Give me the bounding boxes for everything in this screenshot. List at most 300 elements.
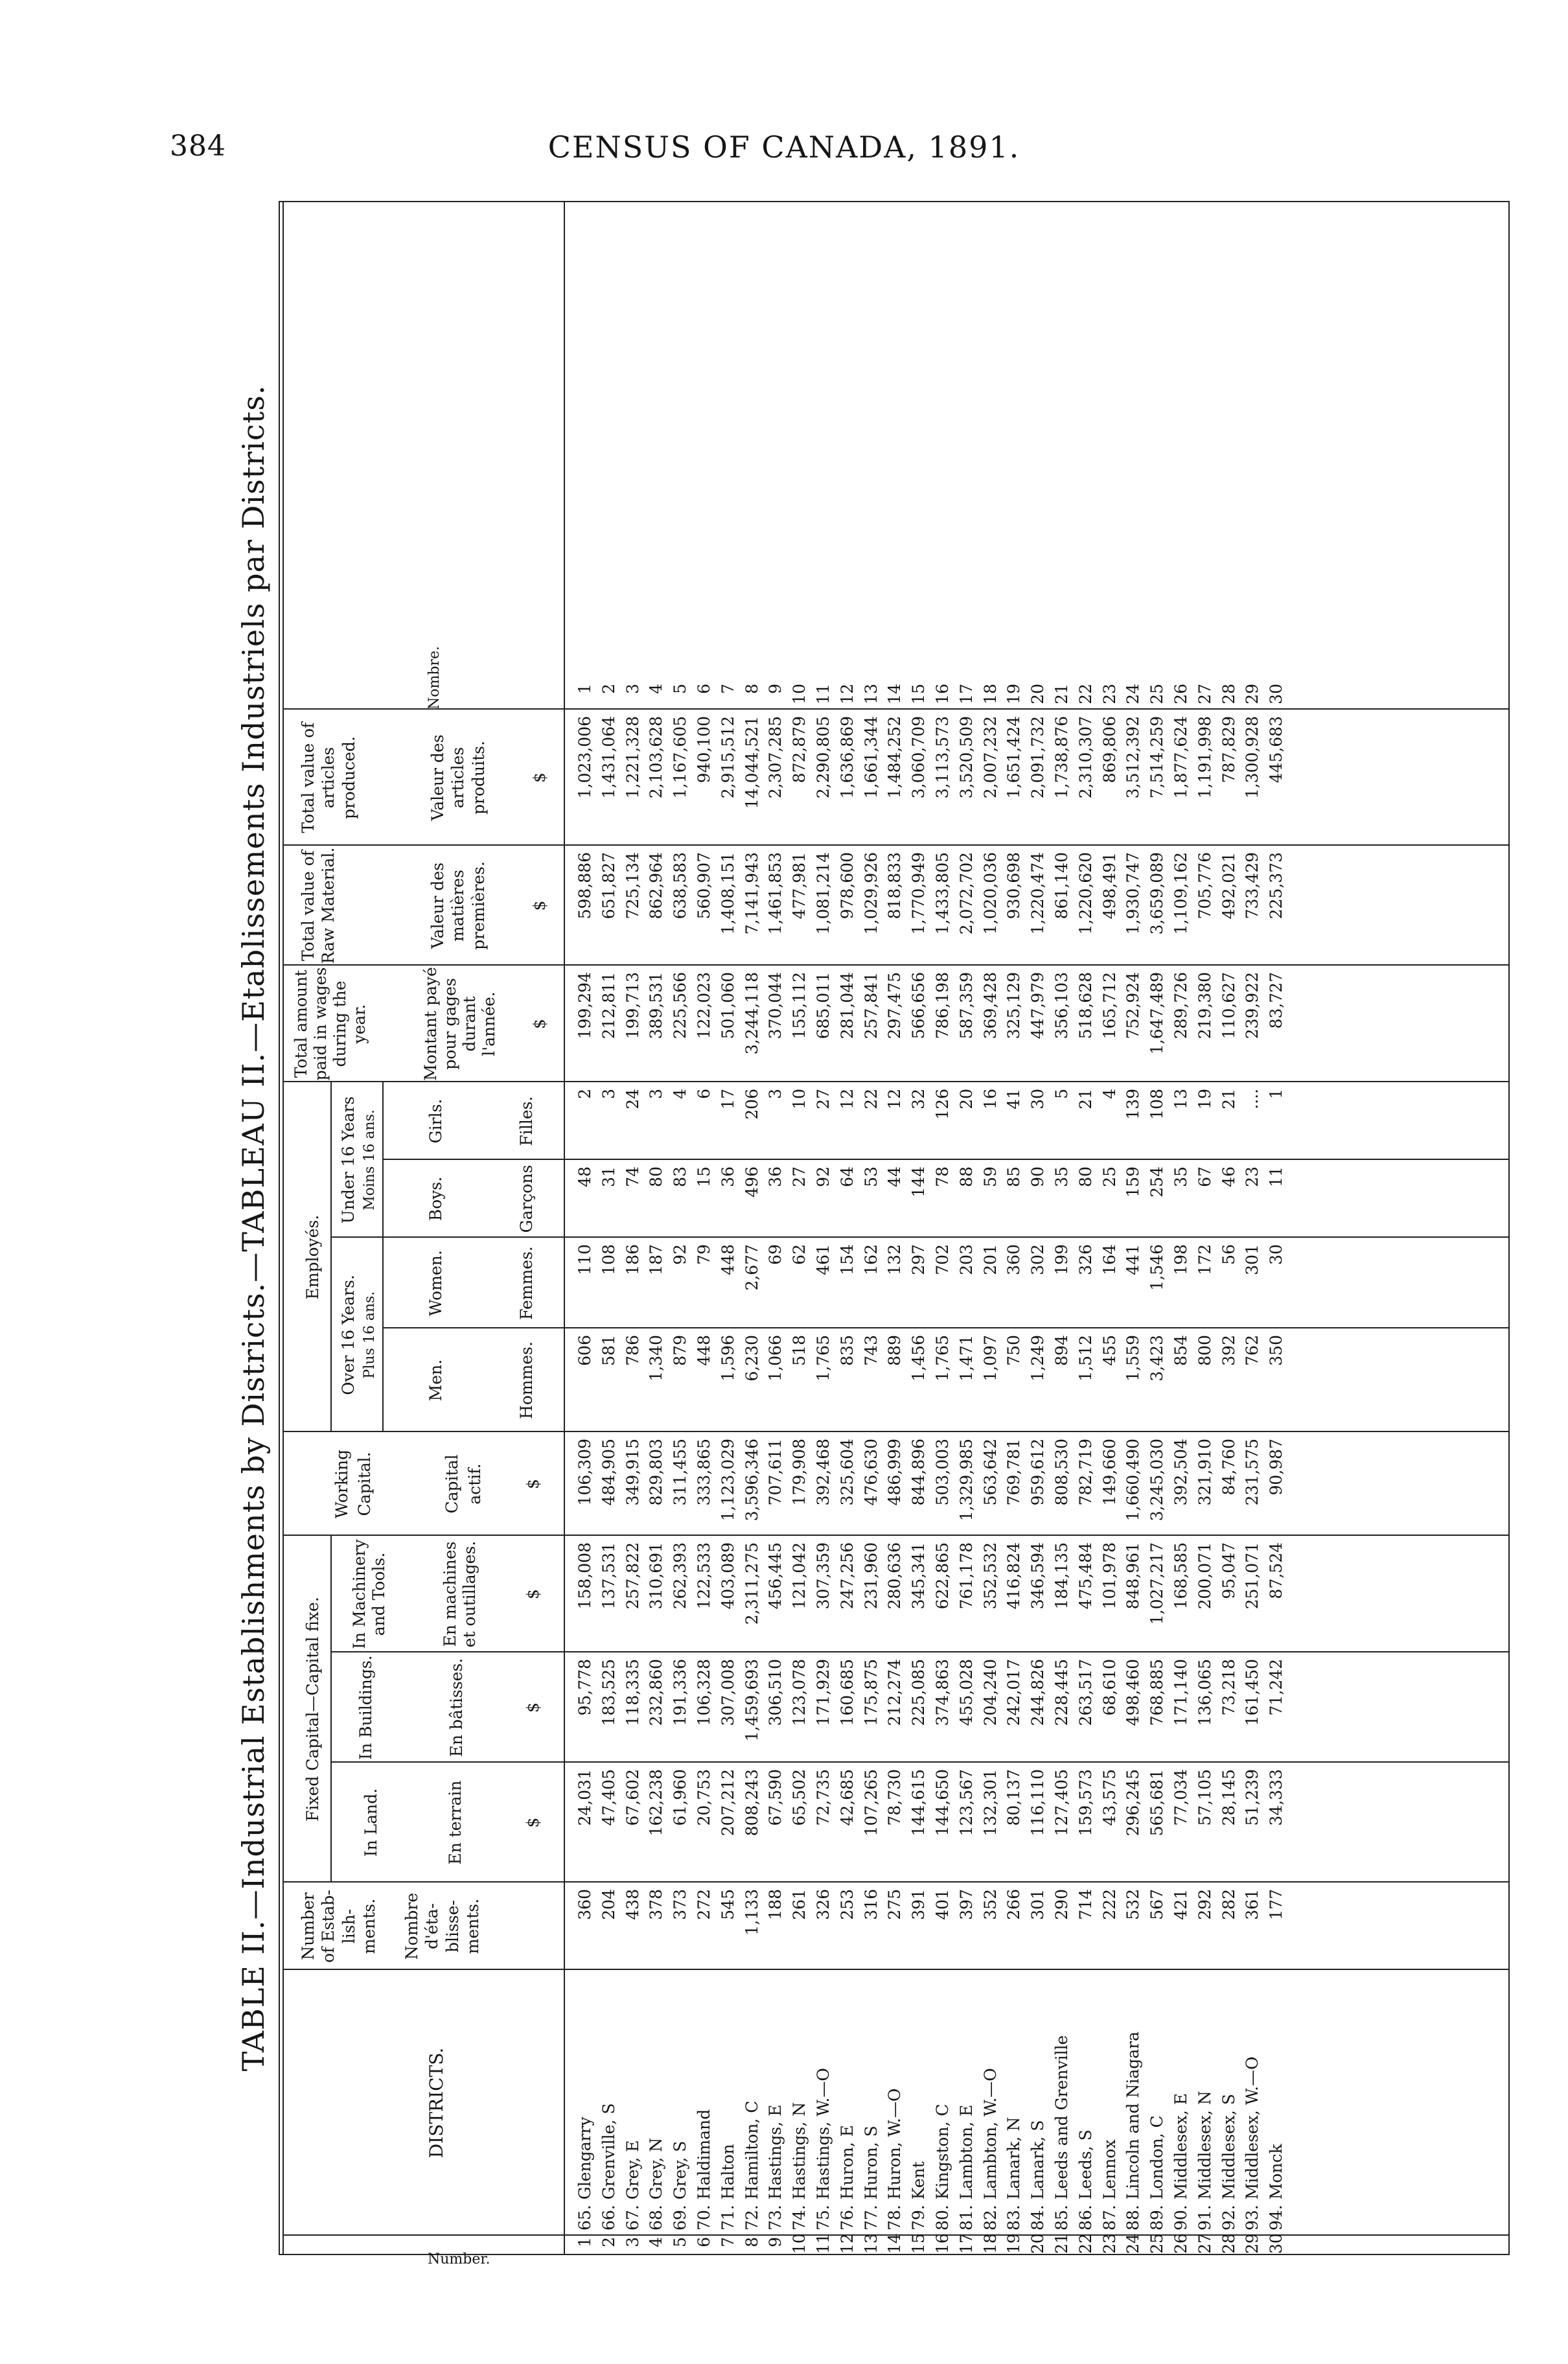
table-cell-buildings: 175,875 bbox=[861, 1659, 881, 1726]
table-cell-machinery: 87,524 bbox=[1267, 1542, 1286, 1599]
table-cell-wages: 786,198 bbox=[932, 972, 952, 1039]
table-cell-district: 91. Middlesex, N bbox=[1195, 2091, 1214, 2231]
table-cell-n: 17 bbox=[956, 2233, 976, 2254]
table-cell-land: 78,730 bbox=[885, 1769, 905, 1826]
table-cell-n: 22 bbox=[1076, 684, 1095, 704]
table-cell-working: 1,123,029 bbox=[718, 1439, 737, 1522]
table-cell-estab: 401 bbox=[932, 1889, 952, 1920]
table-cell-raw: 498,491 bbox=[1100, 852, 1119, 920]
table-cell-buildings: 455,028 bbox=[956, 1659, 976, 1726]
table-cell-district: 80. Kingston, C bbox=[932, 2103, 952, 2231]
table-cell-boys: 36 bbox=[718, 1166, 737, 1187]
table-cell-machinery: 307,359 bbox=[813, 1542, 833, 1610]
table-cell-buildings: 73,218 bbox=[1219, 1659, 1238, 1716]
table-cell-working: 179,908 bbox=[790, 1439, 809, 1506]
table-cell-machinery: 1,027,217 bbox=[1147, 1542, 1167, 1625]
table-cell-district: 82. Lambton, W.—O bbox=[980, 2068, 1000, 2231]
table-cell-district: 73. Hastings, E bbox=[766, 2104, 785, 2231]
table-cell-wages: 3,244,118 bbox=[742, 972, 761, 1055]
table-cell-machinery: 200,071 bbox=[1195, 1542, 1214, 1610]
table-cell-district: 89. London, C bbox=[1147, 2115, 1167, 2231]
table-cell-wages: 83,727 bbox=[1267, 972, 1286, 1029]
table-cell-produced: 1,484,252 bbox=[885, 716, 905, 799]
table-cell-estab: 316 bbox=[861, 1889, 881, 1920]
table-cell-n: 30 bbox=[1267, 684, 1286, 704]
table-cell-boys: 254 bbox=[1147, 1166, 1167, 1198]
table-cell-wages: 356,103 bbox=[1052, 972, 1071, 1039]
table-cell-produced: 1,661,344 bbox=[861, 716, 881, 799]
table-cell-land: 72,735 bbox=[813, 1769, 833, 1826]
table-cell-working: 707,611 bbox=[766, 1439, 785, 1506]
table-cell-boys: 46 bbox=[1219, 1166, 1238, 1187]
table-cell-raw: 862,964 bbox=[647, 852, 666, 920]
table-cell-n: 26 bbox=[1171, 2233, 1190, 2254]
table-cell-women: 164 bbox=[1100, 1244, 1119, 1275]
table-cell-men: 1,097 bbox=[980, 1335, 1000, 1382]
table-cell-women: 69 bbox=[766, 1244, 785, 1265]
table-cell-boys: 90 bbox=[1028, 1166, 1048, 1187]
nombre-header: Nombre. bbox=[426, 646, 443, 710]
table-cell-buildings: 242,017 bbox=[1004, 1659, 1024, 1726]
table-cell-land: 67,590 bbox=[766, 1769, 785, 1826]
table-cell-men: 1,765 bbox=[813, 1335, 833, 1382]
table-cell-n: 26 bbox=[1171, 684, 1190, 704]
table-cell-land: 565,681 bbox=[1147, 1769, 1167, 1837]
table-cell-land: 808,243 bbox=[742, 1769, 761, 1837]
boys-column bbox=[573, 1166, 1289, 1238]
table-cell-land: 207,212 bbox=[718, 1769, 737, 1837]
table-cell-buildings: 212,274 bbox=[885, 1659, 905, 1726]
table-cell-working: 844,896 bbox=[909, 1439, 928, 1506]
table-cell-n: 29 bbox=[1243, 684, 1262, 704]
table-cell-estab: 253 bbox=[837, 1889, 857, 1920]
table-cell-n: 16 bbox=[932, 684, 952, 704]
table-cell-men: 1,559 bbox=[1124, 1335, 1143, 1382]
table-cell-machinery: 456,445 bbox=[766, 1542, 785, 1610]
table-cell-machinery: 257,822 bbox=[623, 1542, 642, 1610]
table-cell-estab: 714 bbox=[1076, 1889, 1095, 1920]
table-cell-wages: 257,841 bbox=[861, 972, 881, 1039]
table-cell-produced: 3,520,509 bbox=[956, 716, 976, 799]
table-cell-women: 702 bbox=[932, 1244, 952, 1275]
table-cell-estab: 261 bbox=[790, 1889, 809, 1920]
table-cell-boys: 59 bbox=[980, 1166, 1000, 1187]
table-cell-boys: 27 bbox=[790, 1166, 809, 1187]
table-cell-girls: 10 bbox=[790, 1089, 809, 1109]
table-cell-women: 132 bbox=[885, 1244, 905, 1275]
table-cell-produced: 869,806 bbox=[1100, 716, 1119, 783]
table-cell-buildings: 106,328 bbox=[694, 1659, 713, 1726]
table-cell-district: 71. Halton bbox=[718, 2144, 737, 2231]
table-cell-estab: 352 bbox=[980, 1889, 1000, 1920]
table-cell-women: 198 bbox=[1171, 1244, 1190, 1275]
table-cell-estab: 397 bbox=[956, 1889, 976, 1920]
working-column bbox=[573, 1439, 1289, 1536]
table-cell-district: 72. Hamilton, C bbox=[742, 2100, 761, 2231]
table-cell-girls: 24 bbox=[623, 1089, 642, 1109]
table-cell-women: 172 bbox=[1195, 1244, 1214, 1275]
table-cell-produced: 3,060,709 bbox=[909, 716, 928, 799]
table-cell-n: 20 bbox=[1028, 684, 1048, 704]
table-cell-men: 518 bbox=[790, 1335, 809, 1366]
table-cell-raw: 1,220,620 bbox=[1076, 852, 1095, 935]
raw-header: Total value of Raw Material. bbox=[299, 847, 338, 964]
table-cell-men: 743 bbox=[861, 1335, 881, 1366]
table-cell-produced: 1,636,869 bbox=[837, 716, 857, 799]
table-cell-buildings: 171,140 bbox=[1171, 1659, 1190, 1726]
table-cell-buildings: 374,863 bbox=[932, 1659, 952, 1726]
dollar: $ bbox=[524, 1702, 542, 1713]
table-cell-estab: 378 bbox=[647, 1889, 666, 1920]
table-cell-machinery: 310,691 bbox=[647, 1542, 666, 1610]
table-cell-boys: 80 bbox=[647, 1166, 666, 1187]
table-cell-boys: 53 bbox=[861, 1166, 881, 1187]
girls-header-fr: Filles. bbox=[517, 1096, 536, 1146]
table-cell-wages: 587,359 bbox=[956, 972, 976, 1039]
page-number: 384 bbox=[170, 130, 226, 163]
table-cell-working: 321,910 bbox=[1195, 1439, 1214, 1506]
table-cell-n: 27 bbox=[1195, 684, 1214, 704]
running-title: CENSUS OF CANADA, 1891. bbox=[548, 130, 1020, 165]
table-cell-working: 1,329,985 bbox=[956, 1439, 976, 1522]
table-cell-working: 333,865 bbox=[694, 1439, 713, 1506]
table-cell-estab: 438 bbox=[623, 1889, 642, 1920]
table-cell-girls: 16 bbox=[980, 1089, 1000, 1109]
table-cell-working: 476,630 bbox=[861, 1439, 881, 1506]
table-cell-boys: 83 bbox=[671, 1166, 690, 1187]
table-cell-girls: 126 bbox=[932, 1089, 952, 1120]
land-column bbox=[573, 1769, 1289, 1883]
table-cell-working: 563,642 bbox=[980, 1439, 1000, 1506]
table-cell-produced: 940,100 bbox=[694, 716, 713, 783]
table-cell-district: 84. Lanark, S bbox=[1028, 2120, 1048, 2231]
table-cell-district: 74. Hastings, N bbox=[790, 2102, 809, 2231]
table-cell-girls: 3 bbox=[599, 1089, 618, 1099]
table-cell-n: 7 bbox=[718, 684, 737, 694]
table-cell-land: 123,567 bbox=[956, 1769, 976, 1837]
table-cell-estab: 545 bbox=[718, 1889, 737, 1920]
districts-header: DISTRICTS. bbox=[426, 2047, 447, 2159]
table-cell-raw: 651,827 bbox=[599, 852, 618, 920]
table-cell-estab: 275 bbox=[885, 1889, 905, 1920]
table-cell-girls: 3 bbox=[647, 1089, 666, 1099]
table-cell-buildings: 263,517 bbox=[1076, 1659, 1095, 1726]
table-cell-working: 808,530 bbox=[1052, 1439, 1071, 1506]
table-cell-buildings: 232,860 bbox=[647, 1659, 666, 1726]
table-cell-n: 1 bbox=[575, 2237, 594, 2247]
table-cell-wages: 389,531 bbox=[647, 972, 666, 1039]
table-cell-working: 959,612 bbox=[1028, 1439, 1048, 1506]
table-cell-men: 889 bbox=[885, 1335, 905, 1366]
table-cell-produced: 787,829 bbox=[1219, 716, 1238, 783]
table-cell-working: 231,575 bbox=[1243, 1439, 1262, 1506]
table-cell-produced: 2,007,232 bbox=[980, 716, 1000, 799]
table-cell-raw: 733,429 bbox=[1243, 852, 1262, 920]
table-cell-boys: 31 bbox=[599, 1166, 618, 1187]
table-cell-estab: 532 bbox=[1124, 1889, 1143, 1920]
table-cell-girls: 32 bbox=[909, 1089, 928, 1109]
table-cell-machinery: 231,960 bbox=[861, 1542, 881, 1610]
table-cell-district: 65. Glengarry bbox=[575, 2116, 594, 2231]
row-number-right-column bbox=[573, 684, 1289, 710]
table-cell-working: 106,309 bbox=[575, 1439, 594, 1506]
table-cell-n: 13 bbox=[861, 684, 881, 704]
table-cell-girls: 4 bbox=[671, 1089, 690, 1099]
table-cell-n: 11 bbox=[813, 2233, 833, 2254]
table-cell-n: 22 bbox=[1076, 2233, 1095, 2254]
table-cell-men: 448 bbox=[694, 1335, 713, 1366]
table-cell-land: 80,137 bbox=[1004, 1769, 1024, 1826]
table-cell-n: 14 bbox=[885, 684, 905, 704]
table-cell-buildings: 136,065 bbox=[1195, 1659, 1214, 1726]
table-cell-boys: 35 bbox=[1171, 1166, 1190, 1187]
table-cell-n: 5 bbox=[671, 684, 690, 694]
table-cell-machinery: 184,135 bbox=[1052, 1542, 1071, 1610]
wages-header-fr: Montant payé pour gages durant l'année. bbox=[421, 967, 498, 1081]
table-cell-wages: 219,380 bbox=[1195, 972, 1214, 1039]
women-column bbox=[573, 1244, 1289, 1328]
table-cell-working: 503,003 bbox=[932, 1439, 952, 1506]
table-cell-produced: 2,915,512 bbox=[718, 716, 737, 799]
table-cell-working: 392,504 bbox=[1171, 1439, 1190, 1506]
under16-header-fr: Moins 16 ans. bbox=[362, 1109, 378, 1211]
table-cell-raw: 705,776 bbox=[1195, 852, 1214, 920]
table-cell-district: 94. Monck bbox=[1267, 2144, 1286, 2231]
table-cell-men: 800 bbox=[1195, 1335, 1214, 1366]
table-cell-n: 13 bbox=[861, 2233, 881, 2254]
table-cell-machinery: 761,178 bbox=[956, 1542, 976, 1610]
table-cell-machinery: 158,008 bbox=[575, 1542, 594, 1610]
table-cell-produced: 2,290,805 bbox=[813, 716, 833, 799]
table-cell-men: 762 bbox=[1243, 1335, 1262, 1366]
table-cell-men: 3,423 bbox=[1147, 1335, 1167, 1382]
women-header-fr: Femmes. bbox=[517, 1246, 536, 1320]
table-cell-buildings: 191,336 bbox=[671, 1659, 690, 1726]
table-cell-land: 162,238 bbox=[647, 1769, 666, 1837]
table-cell-wages: 281,044 bbox=[837, 972, 857, 1039]
table-cell-produced: 1,877,624 bbox=[1171, 716, 1190, 799]
table-cell-estab: 567 bbox=[1147, 1889, 1167, 1920]
table-cell-girls: 41 bbox=[1004, 1089, 1024, 1109]
table-cell-women: 110 bbox=[575, 1244, 594, 1275]
table-cell-n: 23 bbox=[1100, 2233, 1119, 2254]
table-cell-girls: 17 bbox=[718, 1089, 737, 1109]
wages-header: Total amount paid in wages during the year. bbox=[292, 967, 369, 1081]
table-cell-land: 144,615 bbox=[909, 1769, 928, 1837]
table-cell-boys: 496 bbox=[742, 1166, 761, 1198]
table-cell-girls: 19 bbox=[1195, 1089, 1214, 1109]
land-header: In Land. bbox=[362, 1788, 380, 1857]
table-cell-machinery: 848,961 bbox=[1124, 1542, 1143, 1610]
table-cell-boys: 64 bbox=[837, 1166, 857, 1187]
table-cell-boys: 11 bbox=[1267, 1166, 1286, 1187]
table-cell-n: 10 bbox=[790, 2233, 809, 2254]
table-cell-estab: 272 bbox=[694, 1889, 713, 1920]
table-cell-working: 149,660 bbox=[1100, 1439, 1119, 1506]
table-cell-district: 76. Huron, E bbox=[837, 2125, 857, 2231]
table-cell-women: 162 bbox=[861, 1244, 881, 1275]
table-cell-raw: 1,433,805 bbox=[932, 852, 952, 935]
table-cell-n: 15 bbox=[909, 2233, 928, 2254]
table-cell-produced: 2,310,307 bbox=[1076, 716, 1095, 799]
table-cell-girls: 6 bbox=[694, 1089, 713, 1099]
table-cell-women: 2,677 bbox=[742, 1244, 761, 1291]
table-cell-raw: 7,141,943 bbox=[742, 852, 761, 935]
table-cell-machinery: 262,393 bbox=[671, 1542, 690, 1610]
table-cell-men: 581 bbox=[599, 1335, 618, 1366]
table-cell-wages: 122,023 bbox=[694, 972, 713, 1039]
table-cell-men: 392 bbox=[1219, 1335, 1238, 1366]
table-cell-n: 8 bbox=[742, 2237, 761, 2247]
table-cell-raw: 3,659,089 bbox=[1147, 852, 1167, 935]
table-cell-boys: 44 bbox=[885, 1166, 905, 1187]
table-cell-buildings: 71,242 bbox=[1267, 1659, 1286, 1716]
estab-column bbox=[573, 1889, 1289, 1970]
table-cell-working: 84,760 bbox=[1219, 1439, 1238, 1496]
under16-header: Under 16 Years bbox=[339, 1096, 358, 1224]
table-cell-girls: 4 bbox=[1100, 1089, 1119, 1099]
table-cell-land: 132,301 bbox=[980, 1769, 1000, 1837]
table-cell-girls: 13 bbox=[1171, 1089, 1190, 1109]
table-cell-girls: 3 bbox=[766, 1089, 785, 1099]
district-column bbox=[573, 1971, 1289, 2231]
table-cell-produced: 872,879 bbox=[790, 716, 809, 783]
table-cell-raw: 978,600 bbox=[837, 852, 857, 920]
table-cell-land: 51,239 bbox=[1243, 1769, 1262, 1826]
table-cell-raw: 225,373 bbox=[1267, 852, 1286, 920]
table-cell-men: 854 bbox=[1171, 1335, 1190, 1366]
table-cell-raw: 930,698 bbox=[1004, 852, 1024, 920]
table-cell-working: 769,781 bbox=[1004, 1439, 1024, 1506]
table-cell-wages: 297,475 bbox=[885, 972, 905, 1039]
table-cell-produced: 1,221,328 bbox=[623, 716, 642, 799]
machinery-column bbox=[573, 1542, 1289, 1652]
table-cell-wages: 1,647,489 bbox=[1147, 972, 1167, 1055]
table-cell-machinery: 622,865 bbox=[932, 1542, 952, 1610]
table-cell-raw: 1,461,853 bbox=[766, 852, 785, 935]
raw-header-fr: Valeur des matières premières. bbox=[428, 861, 488, 950]
table-cell-land: 42,685 bbox=[837, 1769, 857, 1826]
table-cell-buildings: 171,929 bbox=[813, 1659, 833, 1726]
table-cell-women: 187 bbox=[647, 1244, 666, 1275]
employes-header: Employés. bbox=[303, 1214, 322, 1300]
table-cell-n: 3 bbox=[623, 2237, 642, 2247]
table-cell-women: 1,546 bbox=[1147, 1244, 1167, 1291]
table-cell-wages: 566,656 bbox=[909, 972, 928, 1039]
table-cell-n: 29 bbox=[1243, 2233, 1262, 2254]
men-column bbox=[573, 1335, 1289, 1432]
table-cell-produced: 1,191,998 bbox=[1195, 716, 1214, 799]
table-cell-estab: 361 bbox=[1243, 1889, 1262, 1920]
working-header: Working Capital. bbox=[332, 1449, 374, 1519]
dollar: $ bbox=[524, 1589, 542, 1599]
table-cell-n: 2 bbox=[599, 684, 618, 694]
table-cell-wages: 199,294 bbox=[575, 972, 594, 1039]
table-cell-estab: 373 bbox=[671, 1889, 690, 1920]
table-cell-raw: 1,220,474 bbox=[1028, 852, 1048, 935]
table-cell-produced: 7,514,259 bbox=[1147, 716, 1167, 799]
rule bbox=[564, 201, 565, 2255]
table-cell-raw: 560,907 bbox=[694, 852, 713, 920]
table-cell-buildings: 306,510 bbox=[766, 1659, 785, 1726]
table-cell-men: 1,340 bbox=[647, 1335, 666, 1382]
table-cell-girls: 20 bbox=[956, 1089, 976, 1109]
table-cell-machinery: 95,047 bbox=[1219, 1542, 1238, 1599]
table-cell-n: 12 bbox=[837, 2233, 857, 2254]
row-number-column bbox=[573, 2233, 1289, 2254]
table-cell-n: 21 bbox=[1052, 684, 1071, 704]
table-cell-district: 81. Lambton, E bbox=[956, 2104, 976, 2231]
table-cell-buildings: 307,008 bbox=[718, 1659, 737, 1726]
table-cell-estab: 222 bbox=[1100, 1889, 1119, 1920]
table-cell-machinery: 352,532 bbox=[980, 1542, 1000, 1610]
table-cell-machinery: 101,978 bbox=[1100, 1542, 1119, 1610]
table-cell-women: 301 bbox=[1243, 1244, 1262, 1275]
table-cell-men: 606 bbox=[575, 1335, 594, 1366]
table-cell-produced: 14,044,521 bbox=[742, 716, 761, 809]
table-cell-working: 829,803 bbox=[647, 1439, 666, 1506]
table-cell-working: 349,915 bbox=[623, 1439, 642, 1506]
table-cell-district: 66. Grenville, S bbox=[599, 2103, 618, 2231]
table-cell-working: 311,455 bbox=[671, 1439, 690, 1506]
table-cell-land: 20,753 bbox=[694, 1769, 713, 1826]
working-header-fr: Capital actif. bbox=[443, 1454, 484, 1514]
table-cell-men: 750 bbox=[1004, 1335, 1024, 1366]
table-cell-women: 360 bbox=[1004, 1244, 1024, 1275]
table-cell-estab: 177 bbox=[1267, 1889, 1286, 1920]
table-cell-raw: 2,072,702 bbox=[956, 852, 976, 935]
table-cell-buildings: 183,525 bbox=[599, 1659, 618, 1726]
table-cell-n: 28 bbox=[1219, 684, 1238, 704]
table-cell-women: 79 bbox=[694, 1244, 713, 1265]
table-cell-n: 18 bbox=[980, 2233, 1000, 2254]
table-cell-buildings: 160,685 bbox=[837, 1659, 857, 1726]
table-cell-wages: 518,628 bbox=[1076, 972, 1095, 1039]
table-cell-produced: 2,091,732 bbox=[1028, 716, 1048, 799]
buildings-header: In Buildings. bbox=[356, 1655, 375, 1760]
table-cell-buildings: 68,610 bbox=[1100, 1659, 1119, 1716]
table-cell-n: 5 bbox=[671, 2237, 690, 2247]
girls-header: Girls. bbox=[426, 1098, 445, 1144]
men-header-fr: Hommes. bbox=[517, 1341, 536, 1419]
table-cell-n: 9 bbox=[766, 684, 785, 694]
table-cell-district: 88. Lincoln and Niagara bbox=[1124, 2032, 1143, 2231]
raw-column bbox=[573, 852, 1289, 966]
table-cell-n: 14 bbox=[885, 2233, 905, 2254]
table-cell-girls: 5 bbox=[1052, 1089, 1071, 1099]
table-cell-men: 879 bbox=[671, 1335, 690, 1366]
table-cell-district: 75. Hastings, W.—O bbox=[813, 2068, 833, 2231]
table-cell-produced: 1,738,876 bbox=[1052, 716, 1071, 799]
produced-column bbox=[573, 716, 1289, 846]
table-cell-raw: 1,930,747 bbox=[1124, 852, 1143, 935]
table-cell-district: 87. Lennox bbox=[1100, 2139, 1119, 2231]
table-cell-girls: 12 bbox=[885, 1089, 905, 1109]
table-cell-n: 24 bbox=[1124, 2233, 1143, 2254]
table-cell-men: 1,249 bbox=[1028, 1335, 1048, 1382]
table-cell-girls: 108 bbox=[1147, 1089, 1167, 1120]
table-cell-machinery: 137,531 bbox=[599, 1542, 618, 1610]
rule bbox=[279, 201, 1510, 202]
table-cell-estab: 188 bbox=[766, 1889, 785, 1920]
table-cell-women: 154 bbox=[837, 1244, 857, 1275]
census-table bbox=[233, 201, 1523, 2267]
table-cell-working: 90,987 bbox=[1267, 1439, 1286, 1496]
table-cell-n: 16 bbox=[932, 2233, 952, 2254]
table-cell-district: 85. Leeds and Grenville bbox=[1052, 2035, 1071, 2231]
table-cell-women: 92 bbox=[671, 1244, 690, 1265]
table-cell-district: 78. Huron, W.—O bbox=[885, 2088, 905, 2231]
